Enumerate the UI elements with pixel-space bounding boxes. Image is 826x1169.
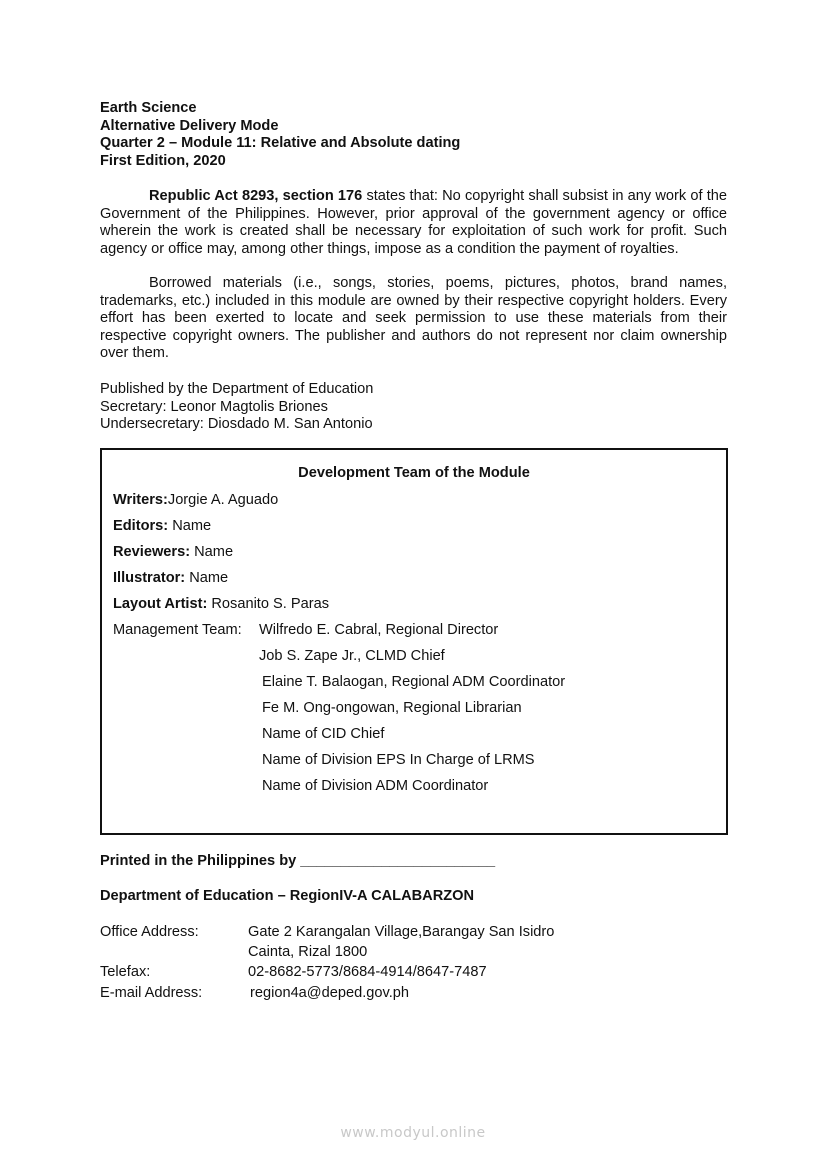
office-address-line1: Gate 2 Karangalan Village,Barangay San Isidro <box>248 924 555 940</box>
writers-row <box>113 492 278 508</box>
reviewers-value: Name <box>190 544 234 560</box>
undersecretary: Undersecretary: Diosdado M. San Antonio <box>100 416 373 432</box>
layout-artist-value: Rosanito S. Paras <box>207 596 330 612</box>
illustrator-row <box>113 570 228 586</box>
module-title: Quarter 2 – Module 11: Relative and Absolute dating <box>100 135 461 151</box>
illustrator-label: Illustrator: <box>113 570 186 586</box>
telefax-label: Telefax: <box>100 964 151 980</box>
copyright-law-reference: Republic Act 8293, section 176 <box>149 188 363 204</box>
management-member: Wilfredo E. Cabral, Regional Director <box>259 622 499 638</box>
management-member: Fe M. Ong-ongowan, Regional Librarian <box>262 700 522 716</box>
office-address-label: Office Address: <box>100 924 199 940</box>
writers-value: Jorgie A. Aguado <box>167 492 279 508</box>
reviewers-label: Reviewers: <box>113 544 191 560</box>
copyright-paragraph <box>100 188 727 258</box>
secretary: Secretary: Leonor Magtolis Briones <box>100 398 328 415</box>
reviewers-row <box>113 544 233 560</box>
editors-label: Editors: <box>113 518 169 534</box>
editors-row <box>113 518 211 534</box>
borrowed-materials-text: Borrowed materials (i.e., songs, stories, poems, pictures, photos, brand names, trademarks, etc.) included in this module are owned by their respective copyright holders. Every effort has been exerted to locate and seek permission to use these materials from their respective copyright owners. The publisher and authors do not represent nor claim ownership over them. <box>100 275 727 362</box>
writers-label: Writers: <box>113 492 168 508</box>
region-heading: Department of Education – RegionIV-A CALABARZON <box>100 888 475 904</box>
development-team-box <box>100 448 728 835</box>
management-member: Name of Division EPS In Charge of LRMS <box>262 752 535 768</box>
borrowed-materials-paragraph <box>100 275 727 363</box>
edition: First Edition, 2020 <box>100 152 226 169</box>
office-address-line2: Cainta, Rizal 1800 <box>248 944 368 960</box>
printed-by-line: Printed in the Philippines by ________________________ <box>100 853 496 869</box>
delivery-mode: Alternative Delivery Mode <box>100 117 279 134</box>
copyright-text: states that: No copyright shall subsist in any work of the Government of the Philippines. However, prior approval of the government agency or office wherein the work is created shall be necessary for exploitation of such work for profit. Such agency or office may, among other things, impose as a condition the payment of royalties. <box>100 188 727 257</box>
management-member: Name of CID Chief <box>262 726 385 742</box>
module-header <box>100 100 460 170</box>
layout-artist-row <box>113 596 329 612</box>
management-member: Elaine T. Balaogan, Regional ADM Coordinator <box>262 674 566 690</box>
publisher-info <box>100 381 373 434</box>
editors-value: Name <box>168 518 212 534</box>
management-member: Name of Division ADM Coordinator <box>262 778 489 794</box>
illustrator-value: Name <box>185 570 229 586</box>
management-label: Management Team: <box>113 622 242 638</box>
telefax-value: 02-8682-5773/8684-4914/8647-7487 <box>248 964 487 980</box>
layout-artist-label: Layout Artist: <box>113 596 208 612</box>
published-by: Published by the Department of Education <box>100 381 374 397</box>
management-member: Job S. Zape Jr., CLMD Chief <box>259 648 445 664</box>
subject-title: Earth Science <box>100 100 197 116</box>
development-team-title: Development Team of the Module <box>298 465 530 481</box>
watermark: www.modyul.online <box>340 1125 486 1141</box>
email-value: region4a@deped.gov.ph <box>250 985 409 1001</box>
email-label: E-mail Address: <box>100 985 203 1001</box>
